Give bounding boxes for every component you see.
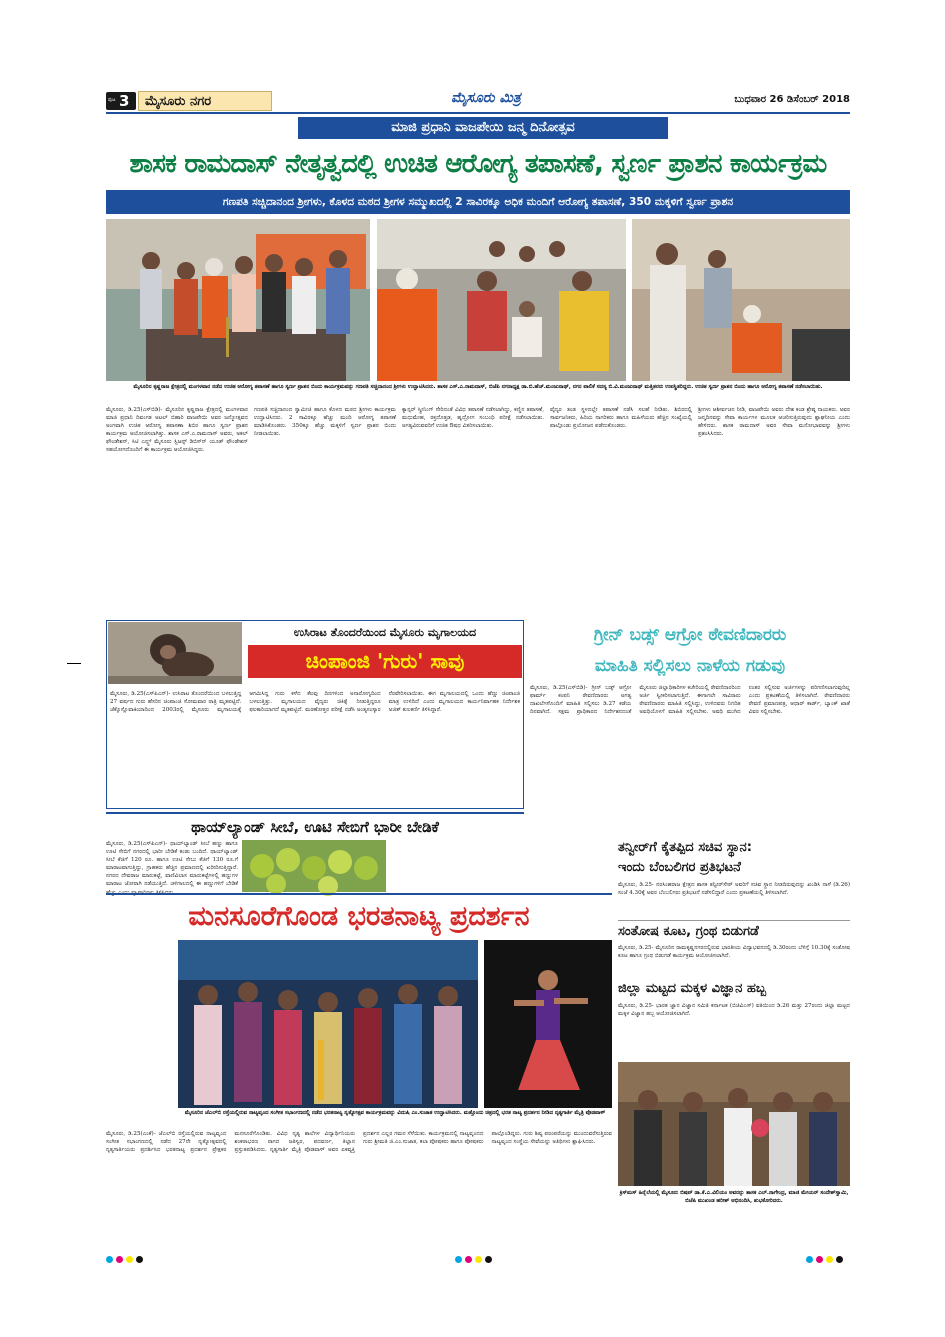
bharata-caption: ಮೈಸೂರಿನ ಜೆಎಲ್‌ಬಿ ರಸ್ತೆಯಲ್ಲಿರುವ ನಾಟ್ಯವೃಂದ ಸಂಗೀತ ಸಭಾಂಗಣದಲ್ಲಿ ನಡೆದ ಭರತನಾಟ್ಯ ನೃತ್ಯೋತ್ಸವ ಕಾರ್ಯಕ್ರಮವನ್ನು ವಿದುಷಿ ಎಂ.ಸುಜಾತ ಉದ್ಘಾಟಿಸಿದರು. ಮತ್ತೊಂದು ಚಿತ್ರದಲ್ಲಿ ಭರತ ನಾಟ್ಯ ಪ್ರದರ್ಶನ ನೀಡಿದ ನೃತ್ಯಗಾರ್ತಿ ಮೈತ್ರಿ ಪೊಡವಾಳ್ xyxy=(184,1110,606,1116)
masthead-rule xyxy=(106,112,850,114)
lead-photo-inauguration-image xyxy=(106,219,370,381)
green-headline-line-2: ಮಾಹಿತಿ ಸಲ್ಲಿಸಲು ನಾಳೆಯ ಗಡುವು xyxy=(594,656,786,676)
thai-fruit-photo xyxy=(242,840,386,892)
christmas-photo xyxy=(618,1062,850,1186)
tanveer-headline-line-1: ತನ್ವೀರ್‌ಗೆ ಕೈತಪ್ಪಿದ ಸಚಿವ ಸ್ಥಾನ: xyxy=(618,840,752,855)
thai-body-col-2 xyxy=(390,840,524,892)
tanveer-body: ಮೈಸೂರು, ಡಿ.25- ನರಸಿಂಹರಾಜ ಕ್ಷೇತ್ರದ ಶಾಸಕ ತನ್ವೀರ್‌ಸೇಠ್ ಅವರಿಗೆ ಸಚಿವ ಸ್ಥಾನ ನೀಡದಿರುವುದನ್ನು ಖಂಡಿಸಿ ನಾಳೆ (ಡಿ.26) ಸಂಜೆ 4.30ಕ್ಕೆ ಅವರ ಬೆಂಬಲಿಗರು ಪ್ರತಿಭಟನೆ ನಡೆಸಲಿದ್ದಾರೆ ಎಂದು ಪ್ರಕಟಣೆಯಲ್ಲಿ ತಿಳಿಸಲಾಗಿದೆ. xyxy=(618,882,850,897)
chimp-headline: ಚಿಂಪಾಂಜಿ 'ಗುರು' ಸಾವು xyxy=(248,645,522,678)
lead-body-col-5: ಶ್ರೀಗಳು ಆಶೀರ್ವಚನ ನೀಡಿ, ವಾಜಪೇಯಿ ಅವರು ದೇಶ ಕಂಡ ಶ್ರೇಷ್ಠ ನಾಯಕರು. ಅವರ ಜನ್ಮದಿನವನ್ನು ಸೇವಾ ಕಾರ್ಯಗಳ ಮೂಲಕ ಆಚರಿಸುತ್ತಿರುವುದು ಶ್ಲಾಘನೀಯ ಎಂದು ಹೇಳಿದರು. ಶಾಸಕ ರಾಮದಾಸ್ ಅವರ ಸೇವಾ ಮನೋಭಾವವನ್ನು ಶ್ರೀಗಳು ಪ್ರಶಂಸಿಸಿದರು. xyxy=(698,407,850,438)
footer-registration-dots-left xyxy=(106,1248,146,1267)
bharata-photo-inauguration-image xyxy=(178,940,478,1108)
lead-photo-checkup-image xyxy=(632,219,850,381)
science-headline: ಜಿಲ್ಲಾ ಮಟ್ಟದ ಮಕ್ಕಳ ವಿಜ್ಞಾನ ಹಬ್ಬ xyxy=(618,981,767,996)
santhosha-body: ಮೈಸೂರು, ಡಿ.25- ಮೈಸೂರಿನ ರಾಮಕೃಷ್ಣನಗರದಲ್ಲಿರುವ ಭಾರತೀಯ ವಿದ್ಯಾಭವನದಲ್ಲಿ ಡಿ.30ರಂದು ಬೆಳಿಗ್ಗೆ 10.30ಕ್ಕೆ ಸಂತೋಷ ಕೂಟ ಹಾಗೂ ಗ್ರಂಥ ಬಿಡುಗಡೆ ಕಾರ್ಯಕ್ರಮ ಆಯೋಜಿಸಲಾಗಿದೆ. xyxy=(618,945,850,960)
footer-registration-dots-center xyxy=(455,1248,495,1267)
bharata-photo-dancer xyxy=(484,940,612,1108)
bharata-body: ಮೈಸೂರು, ಡಿ.25(ಎಂಕೆ)- ಜೆಎಲ್‌ಬಿ ರಸ್ತೆಯಲ್ಲಿರುವ ನಾಟ್ಯವೃಂದ ಸಂಗೀತ ಸಭಾಂಗಣದಲ್ಲಿ ನಡೆದ 27ನೇ ನೃತ್ಯೋತ್ಸವದಲ್ಲಿ ನೃತ್ಯಗಾರ್ತಿಯರು ಪ್ರದರ್ಶಿಸಿದ ಭರತನಾಟ್ಯ ಪ್ರದರ್ಶನ ಪ್ರೇಕ್ಷಕರ ಮನಸೂರೆಗೊಂಡಿತು. ವಿವಿಧ ನೃತ್ಯ ಶಾಲೆಗಳ ವಿದ್ಯಾರ್ಥಿನಿಯರು ಶಂಕರಾಭರಣ ರಾಗದ ಜತಿಸ್ವರ, ಪದವರ್ಣ, ತಿಲ್ಲಾನ ಪ್ರಸ್ತುತಪಡಿಸಿದರು. ನೃತ್ಯಗಾರ್ತಿ ಮೈತ್ರಿ ಪೊಡವಾಳ್ ಅವರ ಏಕವ್ಯಕ್ತಿ ಪ್ರದರ್ಶನ ಎಲ್ಲರ ಗಮನ ಸೆಳೆಯಿತು. ಕಾರ್ಯಕ್ರಮದಲ್ಲಿ ನಾಟ್ಯವೃಂದದ ಗುರು ಶ್ರೀಮತಿ ಜಿ.ಎಂ.ಸುಜಾತ, ಕಲಾ ಪೋಷಕರು ಹಾಗೂ ಪೋಷಕರು ಪಾಲ್ಗೊಂಡಿದ್ದರು. ಗುರು ಶಿಷ್ಯ ಪರಂಪರೆಯನ್ನು ಮುಂದುವರೆಸುತ್ತಿರುವ ನಾಟ್ಯವೃಂದ ಸಂಸ್ಥೆಯ ಸೇವೆಯನ್ನು ಅತಿಥಿಗಳು ಶ್ಲಾಘಿಸಿದರು. xyxy=(106,1131,612,1154)
masthead xyxy=(106,88,850,114)
chimp-photo xyxy=(108,622,242,684)
bharata-headline: ಮನಸೂರೆಗೊಂಡ ಭರತನಾಟ್ಯ ಪ್ರದರ್ಶನ xyxy=(106,893,612,939)
margin-crop-mark xyxy=(67,663,81,664)
masthead-date: ಬುಧವಾರ 26 ಡಿಸೆಂಬರ್ 2018 xyxy=(734,94,850,105)
lead-subhead: ಗಣಪತಿ ಸಚ್ಚಿದಾನಂದ ಶ್ರೀಗಳು, ಕೊಳದ ಮಠದ ಶ್ರೀಗಳ ಸಮ್ಮುಖದಲ್ಲಿ 2 ಸಾವಿರಕ್ಕೂ ಅಧಿಕ ಮಂದಿಗೆ ಆರೋಗ್ಯ ತಪಾಸಣೆ, 350 ಮಕ್ಕಳಿಗೆ ಸ್ವರ್ಣ ಪ್ರಾಶನ xyxy=(106,190,850,214)
thai-fruit-photo-image xyxy=(242,840,386,892)
page-label: ಪುಟ xyxy=(108,97,116,103)
christmas-photo-image xyxy=(618,1062,850,1186)
section-title: ಮೈಸೂರು ನಗರ xyxy=(138,91,272,111)
lead-body-col-2: ಗಣಪತಿ ಸಚ್ಚಿದಾನಂದ ಸ್ವಾಮೀಜಿ ಹಾಗೂ ಕೊಳದ ಮಠದ ಶ್ರೀಗಳು ಕಾರ್ಯಕ್ರಮ ಉದ್ಘಾಟಿಸಿದರು. 2 ಸಾವಿರಕ್ಕೂ ಹೆಚ್ಚು ಮಂದಿ ಆರೋಗ್ಯ ತಪಾಸಣೆ ಮಾಡಿಸಿಕೊಂಡರು. 350ಕ್ಕೂ ಹೆಚ್ಚು ಮಕ್ಕಳಿಗೆ ಸ್ವರ್ಣ ಪ್ರಾಶನ ಬಿಂದು ನೀಡಲಾಯಿತು. xyxy=(254,407,396,438)
lead-body-col-1: ಮೈಸೂರು, ಡಿ.25(ಎಸ್‌ಬಿಡಿ)- ಮೈಸೂರಿನ ಕೃಷ್ಣರಾಜ ಕ್ಷೇತ್ರದಲ್ಲಿ ಮಂಗಳವಾರ ಮಾಜಿ ಪ್ರಧಾನಿ ದಿವಂಗತ ಅಟಲ್ ಬಿಹಾರಿ ವಾಜಪೇಯಿ ಅವರ ಜನ್ಮೋತ್ಸವದ ಅಂಗವಾಗಿ ಉಚಿತ ಆರೋಗ್ಯ ತಪಾಸಣಾ ಶಿಬಿರ ಹಾಗೂ ಸ್ವರ್ಣ ಪ್ರಾಶನ ಕಾರ್ಯಕ್ರಮ ಆಯೋಜಿಸಲಾಗಿತ್ತು. ಶಾಸಕ ಎಸ್.ಎ.ರಾಮದಾಸ್ ಅವರು, ಅಕಲ್ ಫೌಂಡೇಶನ್, ಸಿಟಿ ಎನ್ಸ್ಟ್ ಮೈಸೂರು ಸ್ಟಿಜನ್ಸ್ ಡಿಬಿಸ್‌ನ್ ಯೂತ್ ಫೌಂಡೇಶನ್ ಸಹಯೋಗದೊಂದಿಗೆ ಈ ಕಾರ್ಯಕ್ರಮ ಆಯೋಜಿಸಿದ್ದರು. xyxy=(106,407,248,454)
tanveer-headline-line-2: ಇಂದು ಬೆಂಬಲಿಗರ ಪ್ರತಿಭಟನೆ xyxy=(618,860,741,875)
thai-headline: ಥಾಯ್‌ಲ್ಯಾಂಡ್ ಸೀಬೆ, ಊಟಿ ಸೇಬಿಗೆ ಭಾರೀ ಬೇಡಿಕೆ xyxy=(106,812,524,840)
lead-body-col-3: ಕ್ಯಾನ್ಸರ್ ಸ್ಕ್ರೀನಿಂಗ್ ಸೇರಿದಂತೆ ವಿವಿಧ ತಪಾಸಣೆ ನಡೆಸಲಾಗಿದ್ದು, ಕಣ್ಣಿನ ತಪಾಸಣೆ, ಮಧುಮೇಹ, ರಕ್ತದೊತ್ತಡ, ಹೃದ್ರೋಗ ಸಂಬಂಧಿ ಪರೀಕ್ಷೆ ನಡೆಸಲಾಯಿತು. ಅಗತ್ಯವಿರುವವರಿಗೆ ಉಚಿತ ಔಷಧ ವಿತರಿಸಲಾಯಿತು. xyxy=(402,407,544,430)
green-headline-line-1: ಗ್ರೀನ್ ಬಡ್ಸ್ ಆಗ್ರೋ ಠೇವಣಿದಾರರು xyxy=(593,625,787,645)
lead-kicker xyxy=(298,117,668,139)
page-number-badge xyxy=(106,92,136,110)
christmas-caption: ಕ್ರಿಸ್‌ಮಸ್ ಹಿನ್ನೆಲೆಯಲ್ಲಿ ಮೈಸೂರು ಬಿಷಪ್ ಡಾ.ಕೆ.ಎ.ವಿಲಿಯಂ ಅವರನ್ನು ಶಾಸಕ ಎಲ್.ನಾಗೇಂದ್ರ, ಮಾಜಿ ಮೇಯರ್ ಸಂದೇಶ್‌ಸ್ವಾಮಿ, ಬಿಜೆಪಿ ಮುಖಂಡ ಹರೀಶ್ ಅಭಿನಂದಿಸಿ, ಶುಭಕೋರಿದರು. xyxy=(619,1190,849,1204)
lead-photo-swarna-prashana-image xyxy=(377,219,626,381)
chimp-photo-image xyxy=(108,622,242,684)
lead-photo-caption: ಮೈಸೂರಿನ ಕೃಷ್ಣರಾಜ ಕ್ಷೇತ್ರದಲ್ಲಿ ಮಂಗಳವಾರ ನಡೆದ ಉಚಿತ ಆರೋಗ್ಯ ತಪಾಸಣೆ ಹಾಗೂ ಸ್ವರ್ಣ ಪ್ರಾಶನ ಬಿಂದು ಕಾರ್ಯಕ್ರಮವನ್ನು ಗಣಪತಿ ಸಚ್ಚಿದಾನಂದ ಶ್ರೀಗಳು ಉದ್ಘಾಟಿಸಿದರು. ಶಾಸಕ ಎಸ್.ಎ.ರಾಮದಾಸ್, ಬಿಜೆಪಿ ನಗರಾಧ್ಯಕ್ಷ ಡಾ.ಬಿ.ಹೆಚ್.ಮಂಜುನಾಥ್, ನಗರ ಪಾಲಿಕೆ ಸದಸ್ಯ ಬಿ.ವಿ.ಮಂಜುನಾಥ್ ಮತ್ತಿತರರು ಉಪಸ್ಥಿತರಿದ್ದರು. ಉಚಿತ ಸ್ವರ್ಣ ಪ್ರಾಶನ ಬಿಂದು ಹಾಗೂ ಆರೋಗ್ಯ ತಪಾಸಣೆ ನಡೆಸಲಾಯಿತು. xyxy=(133,384,823,390)
masthead-logo: ಮೈಸೂರು ಮಿತ್ರ xyxy=(451,90,521,106)
bharata-photo-dancer-image xyxy=(484,940,612,1108)
lead-photo-inauguration xyxy=(106,219,370,381)
science-body: ಮೈಸೂರು, ಡಿ.25- ಭಾರತ ಜ್ಞಾನ ವಿಜ್ಞಾನ ಸಮಿತಿ ಕರ್ನಾಟಕ (ಬಿಜಿವಿಎಸ್) ವತಿಯಿಂದ ಡಿ.26 ಮತ್ತು 27ರಂದು ಜಿಲ್ಲಾ ಮಟ್ಟದ ಮಕ್ಕಳ ವಿಜ್ಞಾನ ಹಬ್ಬ ಆಯೋಜಿಸಲಾಗಿದೆ. xyxy=(618,1003,850,1018)
thai-body: ಮೈಸೂರು, ಡಿ.25(ಎಸ್‌ಪಿಎನ್)- ಥಾಯ್‌ಲ್ಯಾಂಡ್ ಸೀಬೆ ಹಣ್ಣು ಹಾಗೂ ಊಟಿ ಸೇಬಿಗೆ ನಗರದಲ್ಲಿ ಭಾರೀ ಬೇಡಿಕೆ ಕಂಡು ಬಂದಿದೆ. ಥಾಯ್‌ಲ್ಯಾಂಡ್ ಸೀಬೆ ಕೆಜಿಗೆ 120 ರೂ. ಹಾಗೂ ಊಟಿ ಸೇಬು ಕೆಜಿಗೆ 130 ರೂ.ಗೆ ಮಾರಾಟವಾಗುತ್ತಿದ್ದು, ಗ್ರಾಹಕರು ಹೆಚ್ಚಿನ ಪ್ರಮಾಣದಲ್ಲಿ ಖರೀದಿಸುತ್ತಿದ್ದಾರೆ. ನಗರದ ದೇವರಾಜ ಮಾರುಕಟ್ಟೆ, ವಾಣಿವಿಲಾಸ ಮಾರುಕಟ್ಟೆಗಳಲ್ಲಿ ಹಣ್ಣುಗಳ ಮಾರಾಟ ಜೋರಾಗಿ ನಡೆಯುತ್ತಿದೆ. ಚಳಿಗಾಲದಲ್ಲಿ ಈ ಹಣ್ಣುಗಳಿಗೆ ಬೇಡಿಕೆ ಹೆಚ್ಚು ಎಂದು ವ್ಯಾಪಾರಿಗಳು ತಿಳಿಸಿದರು. xyxy=(106,841,238,896)
lead-photo-checkup xyxy=(632,219,850,381)
lead-headline: ಶಾಸಕ ರಾಮದಾಸ್ ನೇತೃತ್ವದಲ್ಲಿ ಉಚಿತ ಆರೋಗ್ಯ ತಪಾಸಣೆ, ಸ್ವರ್ಣ ಪ್ರಾಶನ ಕಾರ್ಯಕ್ರಮ xyxy=(129,149,827,179)
footer-registration-dots-right xyxy=(806,1248,846,1267)
chimp-kicker: ಉಸಿರಾಟ ತೊಂದರೆಯಿಂದ ಮೈಸೂರು ಮೃಗಾಲಯದ xyxy=(293,626,477,639)
santhosha-headline: ಸಂತೋಷ ಕೂಟ, ಗ್ರಂಥ ಬಿಡುಗಡೆ xyxy=(618,920,850,943)
green-body: ಮೈಸೂರು, ಡಿ.25(ಎಸ್‌ಬಿಡಿ)- ಗ್ರೀನ್ ಬಡ್ಸ್ ಆಗ್ರೋ ಫಾರ್ಮ್ ಕಂಪನಿ ಠೇವಣಿದಾರರು ಅಗತ್ಯ ದಾಖಲೆಗಳೊಂದಿಗೆ ಮಾಹಿತಿ ಸಲ್ಲಿಸಲು ಡಿ.27 ಕಡೆಯ ದಿನವಾಗಿದೆ. ಸಕ್ಷಮ ಪ್ರಾಧಿಕಾರದ ನಿರ್ದೇಶನದಂತೆ ಮೈಸೂರು ಜಿಲ್ಲಾಧಿಕಾರಿಗಳ ಕಚೇರಿಯಲ್ಲಿ ಠೇವಣಿದಾರರಿಂದ ಅರ್ಜಿ ಸ್ವೀಕರಿಸಲಾಗುತ್ತಿದೆ. ಈಗಾಗಲೇ ಸಾವಿರಾರು ಠೇವಣಿದಾರರು ಮಾಹಿತಿ ಸಲ್ಲಿಸಿದ್ದು, ಉಳಿದವರು ನಿಗದಿತ ಅವಧಿಯೊಳಗೆ ಮಾಹಿತಿ ಸಲ್ಲಿಸಬೇಕು. ಅವಧಿ ಮುಗಿದ ನಂತರ ಸಲ್ಲಿಸುವ ಅರ್ಜಿಗಳನ್ನು ಪರಿಗಣಿಸಲಾಗುವುದಿಲ್ಲ ಎಂದು ಪ್ರಕಟಣೆಯಲ್ಲಿ ತಿಳಿಸಲಾಗಿದೆ. ಠೇವಣಿದಾರರು ಠೇವಣಿ ಪ್ರಮಾಣಪತ್ರ, ಆಧಾರ್ ಕಾರ್ಡ್, ಬ್ಯಾಂಕ್ ಖಾತೆ ವಿವರ ಸಲ್ಲಿಸಬೇಕು. xyxy=(530,685,850,716)
lead-body-col-4: ವೈದ್ಯರ ತಂಡ ಸ್ಥಳದಲ್ಲೇ ತಪಾಸಣೆ ನಡೆಸಿ ಸಲಹೆ ನೀಡಿತು. ಶಿಬಿರದಲ್ಲಿ ಸಾರ್ವಜನಿಕರು, ಹಿರಿಯ ನಾಗರಿಕರು ಹಾಗೂ ಮಹಿಳೆಯರು ಹೆಚ್ಚಿನ ಸಂಖ್ಯೆಯಲ್ಲಿ ಪಾಲ್ಗೊಂಡು ಪ್ರಯೋಜನ ಪಡೆದುಕೊಂಡರು. xyxy=(550,407,692,430)
chimp-body: ಮೈಸೂರು, ಡಿ.25(ಎಸ್‌ಪಿಎನ್)- ಉಸಿರಾಟ ತೊಂದರೆಯಿಂದ ಬಳಲುತ್ತಿದ್ದ 27 ವರ್ಷದ ಗುರು ಹೆಸರಿನ ಚಿಂಪಾಂಜಿ ಸೋಮವಾರ ರಾತ್ರಿ ಮೃತಪಟ್ಟಿದೆ. ಜೆಕ್ಕೊಸ್ಲೊವಾಕಿಯಾದಿಂದ 2003ರಲ್ಲಿ ಮೈಸೂರು ಮೃಗಾಲಯಕ್ಕೆ ಆಗಮಿಸಿದ್ದ ಗುರು ಕಳೆದ ಕೆಲವು ದಿನಗಳಿಂದ ಅನಾರೋಗ್ಯದಿಂದ ಬಳಲುತ್ತಿತ್ತು. ಮೃಗಾಲಯದ ವೈದ್ಯರು ಚಿಕಿತ್ಸೆ ನೀಡುತ್ತಿದ್ದರೂ ಫಲಕಾರಿಯಾಗದೆ ಮೃತಪಟ್ಟಿದೆ. ಮರಣೋತ್ತರ ಪರೀಕ್ಷೆ ನಡೆಸಿ ಅಂತ್ಯಸಂಸ್ಕಾರ ನೆರವೇರಿಸಲಾಯಿತು. ಈಗ ಮೃಗಾಲಯದಲ್ಲಿ ಒಂದು ಹೆಣ್ಣು ಚಿಂಪಾಂಜಿ ಮಾತ್ರ ಉಳಿದಿದೆ ಎಂದು ಮೃಗಾಲಯದ ಕಾರ್ಯನಿರ್ವಾಹಕ ನಿರ್ದೇಶಕ ಅಜಿತ್ ಕುಲಕರ್ಣಿ ತಿಳಿಸಿದ್ದಾರೆ. xyxy=(110,691,520,714)
lead-kicker-text: ಮಾಜಿ ಪ್ರಧಾನಿ ವಾಜಪೇಯಿ ಜನ್ಮ ದಿನೋತ್ಸವ xyxy=(391,120,575,135)
bharata-photo-inauguration xyxy=(178,940,478,1108)
page-number: 3 xyxy=(119,92,130,110)
lead-photo-swarna-prashana xyxy=(377,219,626,381)
